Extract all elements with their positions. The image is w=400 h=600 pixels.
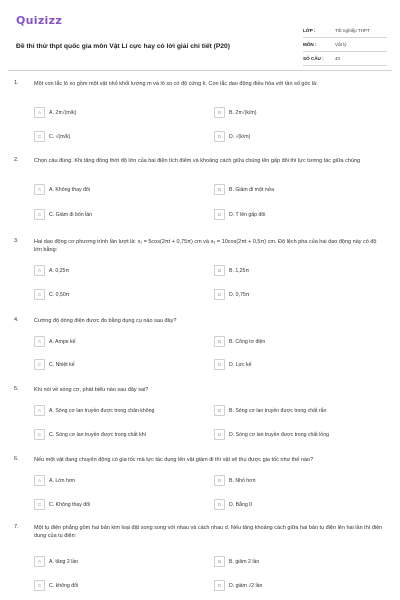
option-b[interactable] — [214, 474, 369, 487]
option-letter: A — [34, 336, 45, 347]
option-c[interactable] — [34, 208, 189, 221]
option-text: A. Sóng cơ lan truyền được trong chân không — [49, 407, 155, 414]
meta-table — [303, 24, 387, 66]
option-letter: B — [214, 265, 225, 276]
option-b[interactable] — [214, 106, 369, 119]
option-text: C. 0,50π — [49, 291, 70, 298]
option-text: B. Sóng cơ lan truyền được trong chất rắn — [229, 407, 327, 414]
meta-value: Tốt nghiệp THPT — [335, 28, 370, 33]
option-letter: C — [34, 131, 45, 142]
option-d[interactable] — [214, 498, 369, 511]
option-d[interactable] — [214, 428, 369, 441]
option-a[interactable] — [34, 555, 189, 568]
option-text: A. 2π√(m/k) — [49, 109, 77, 116]
option-letter: D — [214, 499, 225, 510]
option-letter: C — [34, 289, 45, 300]
option-text: B. 1,25π — [229, 267, 250, 274]
option-letter: A — [34, 265, 45, 276]
option-text: A. 0,25π — [49, 267, 70, 274]
question-text: Một con lắc lò xo gồm một vật nhỏ khối lượng m và lò xo có độ cứng k. Con lắc dao động điều hòa với tần số góc là: — [34, 81, 318, 87]
option-c[interactable] — [34, 288, 189, 301]
option-letter: A — [34, 184, 45, 195]
option-text: C. √(m/k) — [49, 133, 71, 140]
option-letter: D — [214, 131, 225, 142]
question-text: Chọn câu đúng. Khi tăng đồng thời độ lớn của hai điện tích điểm và khoảng cách giữa chúng lên gấp đôi thì lực tương tác giữa chúng — [34, 158, 361, 164]
option-d[interactable] — [214, 208, 369, 221]
option-text: B. Nhỏ hơn — [229, 477, 256, 484]
option-letter: B — [214, 107, 225, 118]
meta-row-class — [303, 24, 387, 38]
option-text: A. tăng 2 lần — [49, 558, 79, 565]
option-b[interactable] — [214, 335, 369, 348]
option-letter: A — [34, 475, 45, 486]
option-c[interactable] — [34, 130, 189, 143]
meta-row-count — [303, 52, 387, 66]
option-letter: D — [214, 580, 225, 591]
option-d[interactable] — [214, 579, 369, 592]
option-letter: A — [34, 405, 45, 416]
option-text: B. Công tơ điện — [229, 338, 266, 345]
header-divider — [8, 70, 392, 71]
option-text: C. không đổi — [49, 582, 79, 589]
question-number: 7. — [14, 524, 19, 530]
option-text: D. Bằng 0 — [229, 501, 253, 508]
option-text: D. √(k/m) — [229, 133, 251, 140]
question-text: Hai dao động cơ phương trình lần lượt là: x₁ = 5cos(2πt + 0,75π) cm và x₂ = 10cos(2πt + 0,5π) cm. Độ lệch pha của hai dao động này có độ lớn bằng: — [34, 239, 377, 253]
option-letter: D — [214, 429, 225, 440]
meta-label: LỚP : — [303, 28, 316, 33]
option-text: D. T lên gấp đôi — [229, 211, 266, 218]
option-a[interactable] — [34, 264, 189, 277]
option-text: C. Không thay đổi — [49, 501, 91, 508]
option-text: C. Nhiệt kế — [49, 361, 75, 368]
option-text: B. Giảm đi một nửa — [229, 186, 274, 193]
question-number: 6. — [14, 456, 19, 462]
question-number: 2. — [14, 157, 19, 163]
option-text: D. 0,75π — [229, 291, 250, 298]
option-c[interactable] — [34, 358, 189, 371]
option-text: D. Sóng cơ lan truyền được trong chất lỏng — [229, 431, 329, 438]
question-number: 1. — [14, 80, 19, 86]
meta-value: Vật lý — [335, 42, 347, 47]
option-letter: B — [214, 405, 225, 416]
meta-label: SỐ CÂU : — [303, 56, 324, 61]
question-number: 5. — [14, 386, 19, 392]
option-b[interactable] — [214, 183, 369, 196]
option-letter: D — [214, 359, 225, 370]
option-letter: C — [34, 499, 45, 510]
option-letter: B — [214, 336, 225, 347]
option-letter: B — [214, 475, 225, 486]
option-b[interactable] — [214, 404, 369, 417]
option-d[interactable] — [214, 358, 369, 371]
option-a[interactable] — [34, 106, 189, 119]
option-letter: A — [34, 107, 45, 118]
option-text: D. Lực kế — [229, 361, 252, 368]
option-letter: A — [34, 556, 45, 567]
option-text: A. Lớn hơn — [49, 477, 76, 484]
option-letter: C — [34, 429, 45, 440]
option-letter: D — [214, 209, 225, 220]
meta-label: MÔN : — [303, 42, 317, 47]
option-letter: C — [34, 359, 45, 370]
option-c[interactable] — [34, 498, 189, 511]
question-number: 3. — [14, 238, 19, 244]
option-letter: D — [214, 289, 225, 300]
option-b[interactable] — [214, 555, 369, 568]
option-letter: B — [214, 184, 225, 195]
option-text: A. Không thay đổi — [49, 186, 90, 193]
option-text: B. 2π√(k/m) — [229, 109, 257, 116]
option-letter: B — [214, 556, 225, 567]
question-text: Khi nói về sóng cơ, phát biểu nào sau đây sai? — [34, 387, 149, 393]
option-text: C. Sóng cơ lan truyền được trong chất khí — [49, 431, 147, 438]
meta-value: 40 — [335, 56, 341, 61]
page-title: Đề thi thử thpt quốc gia môn Vật Lí cực hay có lời giải chi tiết (P20) — [16, 43, 230, 50]
quizizz-logo: Quizizz — [16, 14, 63, 27]
option-b[interactable] — [214, 264, 369, 277]
option-letter: C — [34, 580, 45, 591]
option-a[interactable] — [34, 404, 189, 417]
meta-row-subject — [303, 38, 387, 52]
option-text: B. giảm 2 lần — [229, 558, 260, 565]
option-d[interactable] — [214, 288, 369, 301]
option-a[interactable] — [34, 183, 189, 196]
option-letter: C — [34, 209, 45, 220]
question-text: Cường độ dòng điện được đo bằng dụng cụ nào sau đây? — [34, 318, 177, 324]
worksheet-header — [16, 12, 386, 70]
option-text: D. giảm √2 lần — [229, 582, 263, 589]
option-text: A. Ampe kế — [49, 338, 76, 345]
option-c[interactable] — [34, 428, 189, 441]
question-text: Nếu một vật đang chuyển động có gia tốc mà lực tác dụng lên vật giảm đi thì vật sẽ thu được gia tốc như thế nào? — [34, 457, 314, 463]
question-number: 4. — [14, 317, 19, 323]
option-a[interactable] — [34, 335, 189, 348]
option-c[interactable] — [34, 579, 189, 592]
option-d[interactable] — [214, 130, 369, 143]
option-text: C. Giảm đi bốn lần — [49, 211, 92, 218]
option-a[interactable] — [34, 474, 189, 487]
question-text: Một tụ điện phẳng gồm hai bản kim loại đặt song song với nhau và cách nhau d. Nếu tăng khoảng cách giữa hai bản tụ điện lên hai lần thì điện dung của tụ điện: — [34, 525, 383, 539]
